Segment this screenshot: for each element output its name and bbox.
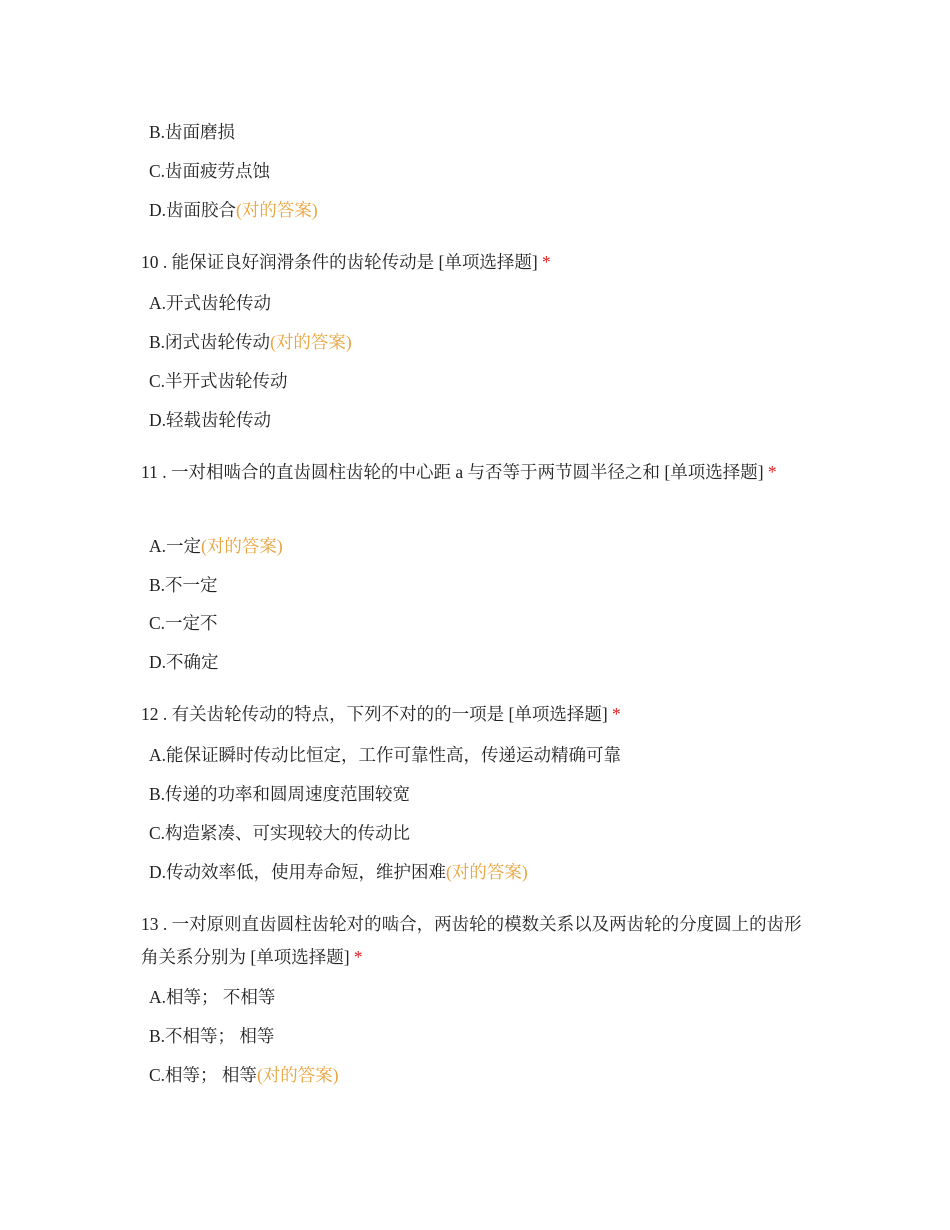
option-text: A.开式齿轮传动 bbox=[149, 293, 272, 313]
q9-option-b[interactable] bbox=[149, 120, 235, 144]
option-text: C.一定不 bbox=[149, 613, 218, 633]
q12-text bbox=[141, 698, 811, 731]
question-text: 12 . 有关齿轮传动的特点，下列不对的的一项是 [单项选择题] bbox=[141, 704, 608, 724]
q12-option-b[interactable] bbox=[149, 782, 410, 806]
q11-option-d[interactable] bbox=[149, 650, 219, 674]
option-text: B.不一定 bbox=[149, 575, 218, 595]
required-mark: * bbox=[767, 462, 777, 482]
option-text: A.能保证瞬时传动比恒定，工作可靠性高，传递运动精确可靠 bbox=[149, 745, 622, 765]
q10-option-a[interactable] bbox=[149, 291, 271, 315]
correct-answer-label: (对的答案) bbox=[270, 332, 352, 352]
q13-option-b[interactable] bbox=[149, 1024, 274, 1048]
q9-option-d[interactable] bbox=[149, 198, 318, 222]
required-mark: * bbox=[612, 704, 621, 724]
q10-text bbox=[141, 246, 811, 279]
required-mark: * bbox=[542, 252, 551, 272]
option-text: B.齿面磨损 bbox=[149, 122, 236, 142]
q12-option-a[interactable] bbox=[149, 743, 621, 767]
option-text: D.不确定 bbox=[149, 652, 219, 672]
option-text: B.不相等； 相等 bbox=[149, 1026, 275, 1046]
question-text: 13 . 一对原则直齿圆柱齿轮对的啮合，两齿轮的模数关系以及两齿轮的分度圆上的齿形角关系分别为 [单项选择题] bbox=[141, 914, 802, 967]
question-text: 11 . 一对相啮合的直齿圆柱齿轮的中心距 a 与否等于两节圆半径之和 [单项选择题] bbox=[141, 462, 764, 482]
option-text: A.一定 bbox=[149, 536, 202, 556]
q11-text bbox=[141, 456, 811, 489]
q12-option-c[interactable] bbox=[149, 821, 410, 845]
question-text: 10 . 能保证良好润滑条件的齿轮传动是 [单项选择题] bbox=[141, 252, 538, 272]
q12-option-d[interactable] bbox=[149, 860, 528, 884]
option-text: D.齿面胶合 bbox=[149, 200, 237, 220]
q13-option-a[interactable] bbox=[149, 985, 275, 1009]
option-text: C.半开式齿轮传动 bbox=[149, 371, 288, 391]
correct-answer-label: (对的答案) bbox=[201, 536, 283, 556]
q13-text bbox=[141, 908, 811, 974]
q9-option-c[interactable] bbox=[149, 159, 270, 183]
option-text: B.闭式齿轮传动 bbox=[149, 332, 271, 352]
option-text: D.传动效率低，使用寿命短，维护困难 bbox=[149, 862, 447, 882]
q11-option-a[interactable] bbox=[149, 534, 283, 558]
q11-option-c[interactable] bbox=[149, 611, 218, 635]
correct-answer-label: (对的答案) bbox=[236, 200, 318, 220]
q11-option-b[interactable] bbox=[149, 573, 218, 597]
q13-option-c[interactable] bbox=[149, 1063, 339, 1087]
correct-answer-label: (对的答案) bbox=[446, 862, 528, 882]
required-mark: * bbox=[353, 947, 363, 967]
correct-answer-label: (对的答案) bbox=[256, 1065, 339, 1085]
option-text: A.相等； 不相等 bbox=[149, 987, 276, 1007]
option-text: D.轻载齿轮传动 bbox=[149, 410, 272, 430]
q10-option-d[interactable] bbox=[149, 408, 271, 432]
q10-option-c[interactable] bbox=[149, 369, 288, 393]
option-text: B.传递的功率和圆周速度范围较宽 bbox=[149, 784, 411, 804]
option-text: C.相等； 相等 bbox=[149, 1065, 257, 1085]
option-text: C.齿面疲劳点蚀 bbox=[149, 161, 271, 181]
option-text: C.构造紧凑、可实现较大的传动比 bbox=[149, 823, 411, 843]
q10-option-b[interactable] bbox=[149, 330, 352, 354]
